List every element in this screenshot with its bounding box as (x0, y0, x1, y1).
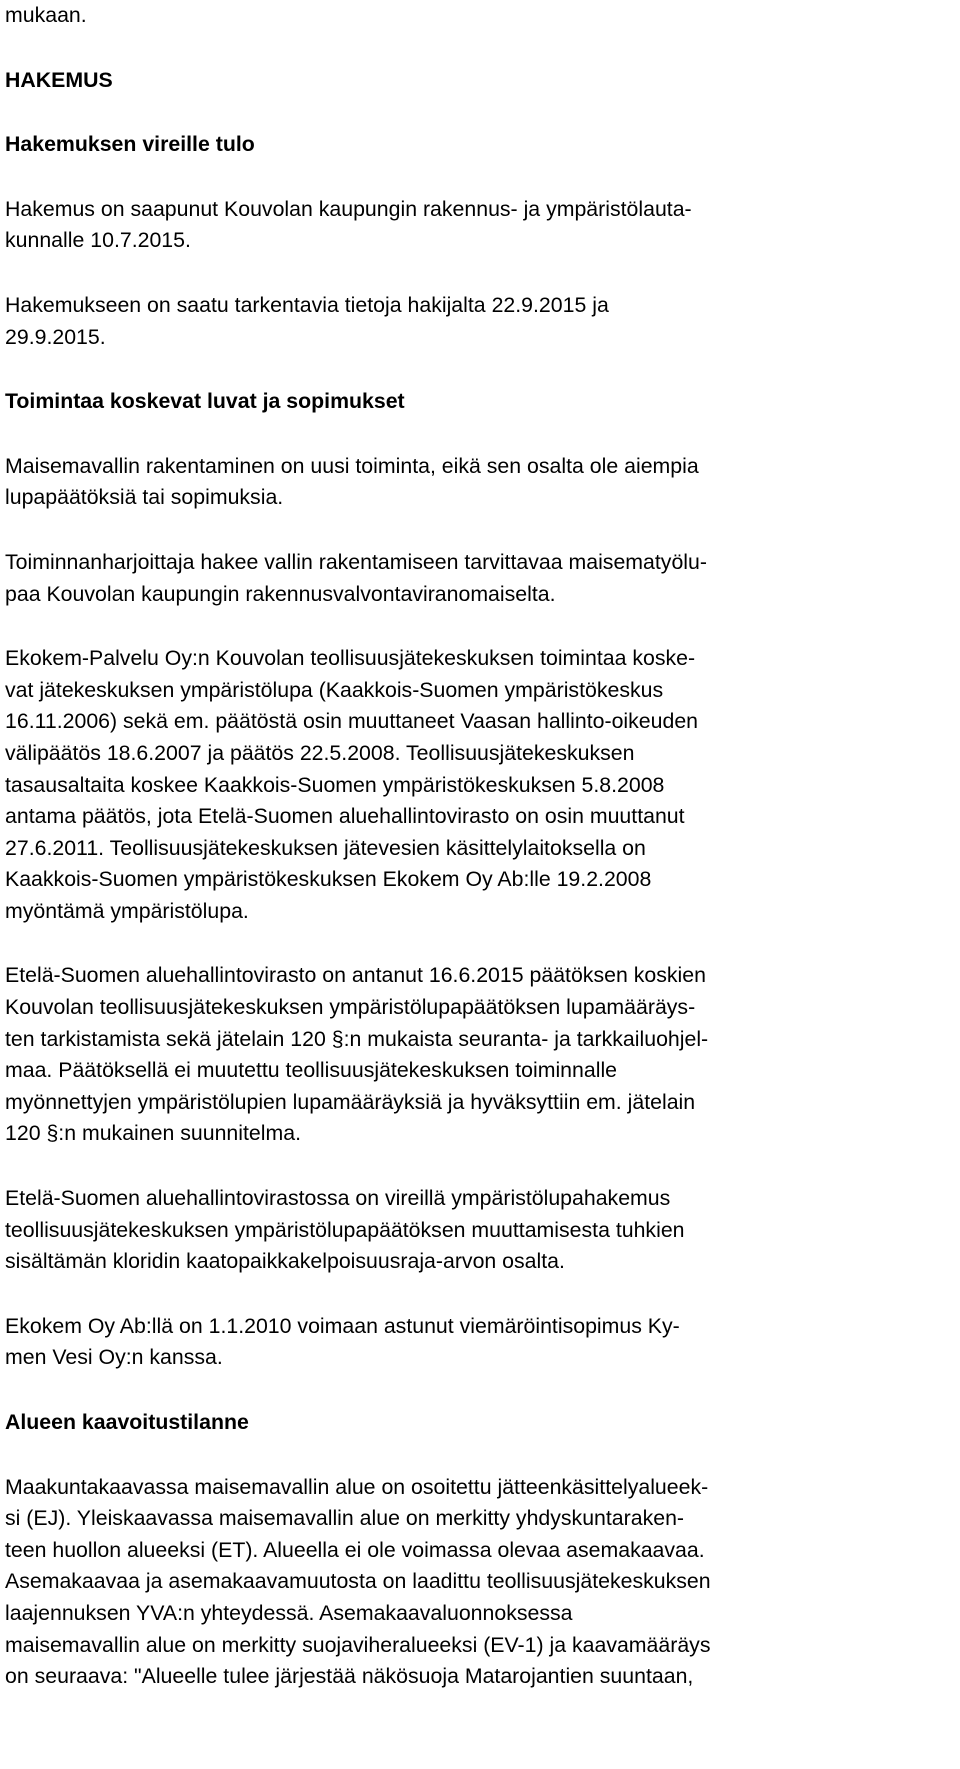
text-line: tasausaltaita koskee Kaakkois-Suomen ympäristökeskuksen 5.8.2008 (5, 772, 665, 797)
text-line: välipäätös 18.6.2007 ja päätös 22.5.2008. Teollisuusjätekeskuksen (5, 740, 635, 765)
paragraph-kaavoitus (5, 1472, 955, 1693)
subsection-heading-vireille-tulo (5, 129, 955, 161)
text-line: laajennuksen YVA:n yhteydessä. Asemakaavaluonnoksessa (5, 1600, 573, 1625)
text-line: men Vesi Oy:n kanssa. (5, 1345, 223, 1370)
text-line: teen huollon alueeksi (ET). Alueella ei ole voimassa olevaa asemakaavaa. (5, 1537, 705, 1562)
text-line: Ekokem-Palvelu Oy:n Kouvolan teollisuusjätekeskuksen toimintaa koske- (5, 646, 696, 671)
text-line: myöntämä ympäristölupa. (5, 898, 249, 923)
heading-text: HAKEMUS (5, 67, 113, 92)
paragraph-tarkentavia-tietoja (5, 290, 955, 353)
subsection-heading-luvat-sopimukset (5, 386, 955, 418)
text-line: si (EJ). Yleiskaavassa maisemavallin alue on merkitty yhdyskuntaraken- (5, 1506, 685, 1531)
heading-text: Hakemuksen vireille tulo (5, 132, 255, 157)
text-line: on seuraava: "Alueelle tulee järjestää näkösuoja Matarojantien suuntaan, (5, 1664, 694, 1689)
section-heading-hakemus (5, 65, 955, 97)
text-line: Asemakaavaa ja asemakaavamuutosta on laadittu teollisuusjätekeskuksen (5, 1569, 711, 1594)
text-line: kunnalle 10.7.2015. (5, 228, 191, 253)
paragraph-uusi-toiminta (5, 451, 955, 514)
text-line: vat jätekeskuksen ympäristölupa (Kaakkois-Suomen ympäristökeskus (5, 677, 664, 702)
text-line: Kaakkois-Suomen ympäristökeskuksen Ekokem Oy Ab:lle 19.2.2008 (5, 867, 652, 892)
text-line: 16.11.2006) sekä em. päätöstä osin muuttaneet Vaasan hallinto-oikeuden (5, 709, 699, 734)
paragraph-avi-paatos (5, 960, 955, 1150)
heading-text: Toimintaa koskevat luvat ja sopimukset (5, 389, 405, 414)
paragraph-maisematyolupa (5, 547, 955, 610)
text-line: ten tarkistamista sekä jätelain 120 §:n mukaista seuranta- ja tarkkailuohjel- (5, 1026, 709, 1051)
heading-text: Alueen kaavoitustilanne (5, 1410, 249, 1434)
paragraph-viemarointisopimus (5, 1311, 955, 1374)
text-line: maisemavallin alue on merkitty suojaviheralueeksi (EV-1) ja kaavamääräys (5, 1632, 711, 1657)
text-line: Hakemus on saapunut Kouvolan kaupungin rakennus- ja ympäristölauta- (5, 196, 692, 221)
subsection-heading-kaavoitustilanne (5, 1407, 955, 1439)
text-line: Toiminnanharjoittaja hakee vallin rakentamiseen tarvittavaa maisematyölu- (5, 549, 707, 574)
text-line: 27.6.2011. Teollisuusjätekeskuksen jätevesien käsittelylaitoksella on (5, 835, 646, 860)
continuation-paragraph (5, 0, 955, 32)
document-page (5, 0, 955, 1726)
text-line: paa Kouvolan kaupungin rakennusvalvontaviranomaiselta. (5, 581, 556, 606)
text-line: maa. Päätöksellä ei muutettu teollisuusjätekeskuksen toiminnalle (5, 1058, 618, 1083)
text-line: Maakuntakaavassa maisemavallin alue on osoitettu jätteenkäsittelyalueek- (5, 1474, 709, 1499)
paragraph-vireilla-hakemus (5, 1183, 955, 1278)
text-line: 120 §:n mukainen suunnitelma. (5, 1121, 301, 1146)
text-line: 29.9.2015. (5, 324, 106, 349)
text-line: Kouvolan teollisuusjätekeskuksen ympäristölupapäätöksen lupamääräys- (5, 995, 696, 1020)
text-line: sisältämän kloridin kaatopaikkakelpoisuusraja-arvon osalta. (5, 1249, 565, 1274)
text-line: Etelä-Suomen aluehallintovirasto on antanut 16.6.2015 päätöksen koskien (5, 963, 706, 988)
text-line: Ekokem Oy Ab:llä on 1.1.2010 voimaan astunut viemäröintisopimus Ky- (5, 1313, 680, 1338)
text-line: teollisuusjätekeskuksen ympäristölupapäätöksen muuttamisesta tuhkien (5, 1217, 685, 1242)
text-line: Maisemavallin rakentaminen on uusi toiminta, eikä sen osalta ole aiempia (5, 453, 699, 478)
text-line: Etelä-Suomen aluehallintovirastossa on vireillä ympäristölupahakemus (5, 1186, 671, 1211)
paragraph-ymparistolupa (5, 643, 955, 927)
text-line: mukaan. (5, 3, 87, 27)
text-line: lupapäätöksiä tai sopimuksia. (5, 485, 284, 510)
text-line: Hakemukseen on saatu tarkentavia tietoja hakijalta 22.9.2015 ja (5, 292, 609, 317)
paragraph-hakemus-saapunut (5, 194, 955, 257)
text-line: myönnettyjen ympäristölupien lupamääräyksiä ja hyväksyttiin em. jätelain (5, 1089, 696, 1114)
text-line: antama päätös, jota Etelä-Suomen aluehallintovirasto on osin muuttanut (5, 804, 685, 829)
